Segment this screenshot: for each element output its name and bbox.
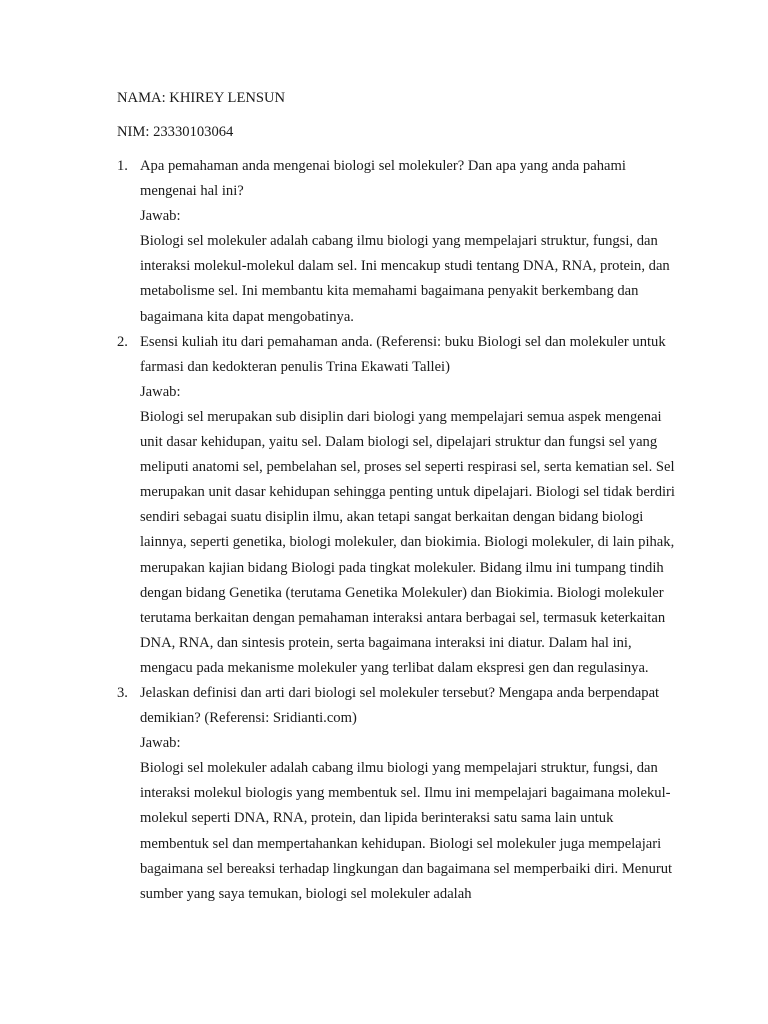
question-item-2 bbox=[117, 330, 677, 681]
question-text: Jelaskan definisi dan arti dari biologi sel molekuler tersebut? Mengapa anda berpendapat demikian? (Referensi: Sridianti.com) bbox=[140, 684, 660, 727]
student-name: NAMA: KHIREY LENSUN bbox=[117, 90, 286, 106]
answer-label: Jawab: bbox=[140, 208, 181, 225]
answer-label: Jawab: bbox=[140, 735, 181, 752]
answer-label: Jawab: bbox=[140, 383, 181, 400]
question-number: 2. bbox=[117, 333, 128, 350]
question-item-1 bbox=[117, 154, 677, 330]
question-text: Apa pemahaman anda mengenai biologi sel molekuler? Dan apa yang anda pahami mengenai hal ini? bbox=[140, 158, 626, 200]
answer-text: Biologi sel merupakan sub disiplin dari biologi yang mempelajari semua aspek mengenai unit dasar kehidupan, yaitu sel. Dalam biologi sel, dipelajari struktur dan fungsi sel yang meliputi anatomi sel, pembelahan sel, proses sel seperti respirasi sel, serta kematian sel. Sel merupakan unit dasar kehidupan sehingga penting untuk dipelajari. Biologi sel tidak berdiri sendiri sebagai suatu disiplin ilmu, akan tetapi sangat berkaitan dengan bidang biologi lainnya, seperti genetika, biologi molekuler, dan biokimia. Biologi molekuler, di lain pihak, merupakan kajian bidang Biologi pada tingkat molekuler. Bidang ilmu ini tumpang tindih dengan bidang Genetika (terutama Genetika Molekuler) dan Biokimia. Biologi molekuler terutama berkaitan dengan pemahaman interaksi antara berbagai sel, termasuk keterkaitan DNA, RNA, dan sintesis protein, serta bagaimana interaksi ini diatur. Dalam hal ini, mengacu pada mekanisme molekuler yang terlibat dalam ekspresi gen dan regulasinya. bbox=[140, 408, 675, 676]
question-list bbox=[117, 154, 677, 907]
student-nim: NIM: 23330103064 bbox=[117, 124, 234, 140]
question-text: Esensi kuliah itu dari pemahaman anda. (Referensi: buku Biologi sel dan molekuler untuk farmasi dan kedokteran penulis Trina Ekawati Tallei) bbox=[140, 333, 666, 375]
answer-text: Biologi sel molekuler adalah cabang ilmu biologi yang mempelajari struktur, fungsi, dan interaksi molekul biologis yang membentuk sel. Ilmu ini mempelajari bagaimana molekul-molekul seperti DNA, RNA, protein, dan lipida berinteraksi satu sama lain untuk membentuk sel dan mempertahankan kehidupan. Biologi sel molekuler juga mempelajari bagaimana sel bereaksi terhadap lingkungan dan bagaimana sel memperbaiki diri. Menurut sumber yang saya temukan, biologi sel molekuler adalah bbox=[140, 760, 673, 902]
answer-text: Biologi sel molekuler adalah cabang ilmu biologi yang mempelajari struktur, fungsi, dan interaksi molekul-molekul dalam sel. Ini mencakup studi tentang DNA, RNA, protein, dan metabolisme sel. Ini membantu kita memahami bagaimana penyakit berkembang dan bagaimana kita dapat mengobatinya. bbox=[140, 233, 670, 325]
question-item-3 bbox=[117, 681, 677, 907]
question-number: 1. bbox=[117, 158, 128, 174]
question-number: 3. bbox=[117, 684, 128, 701]
